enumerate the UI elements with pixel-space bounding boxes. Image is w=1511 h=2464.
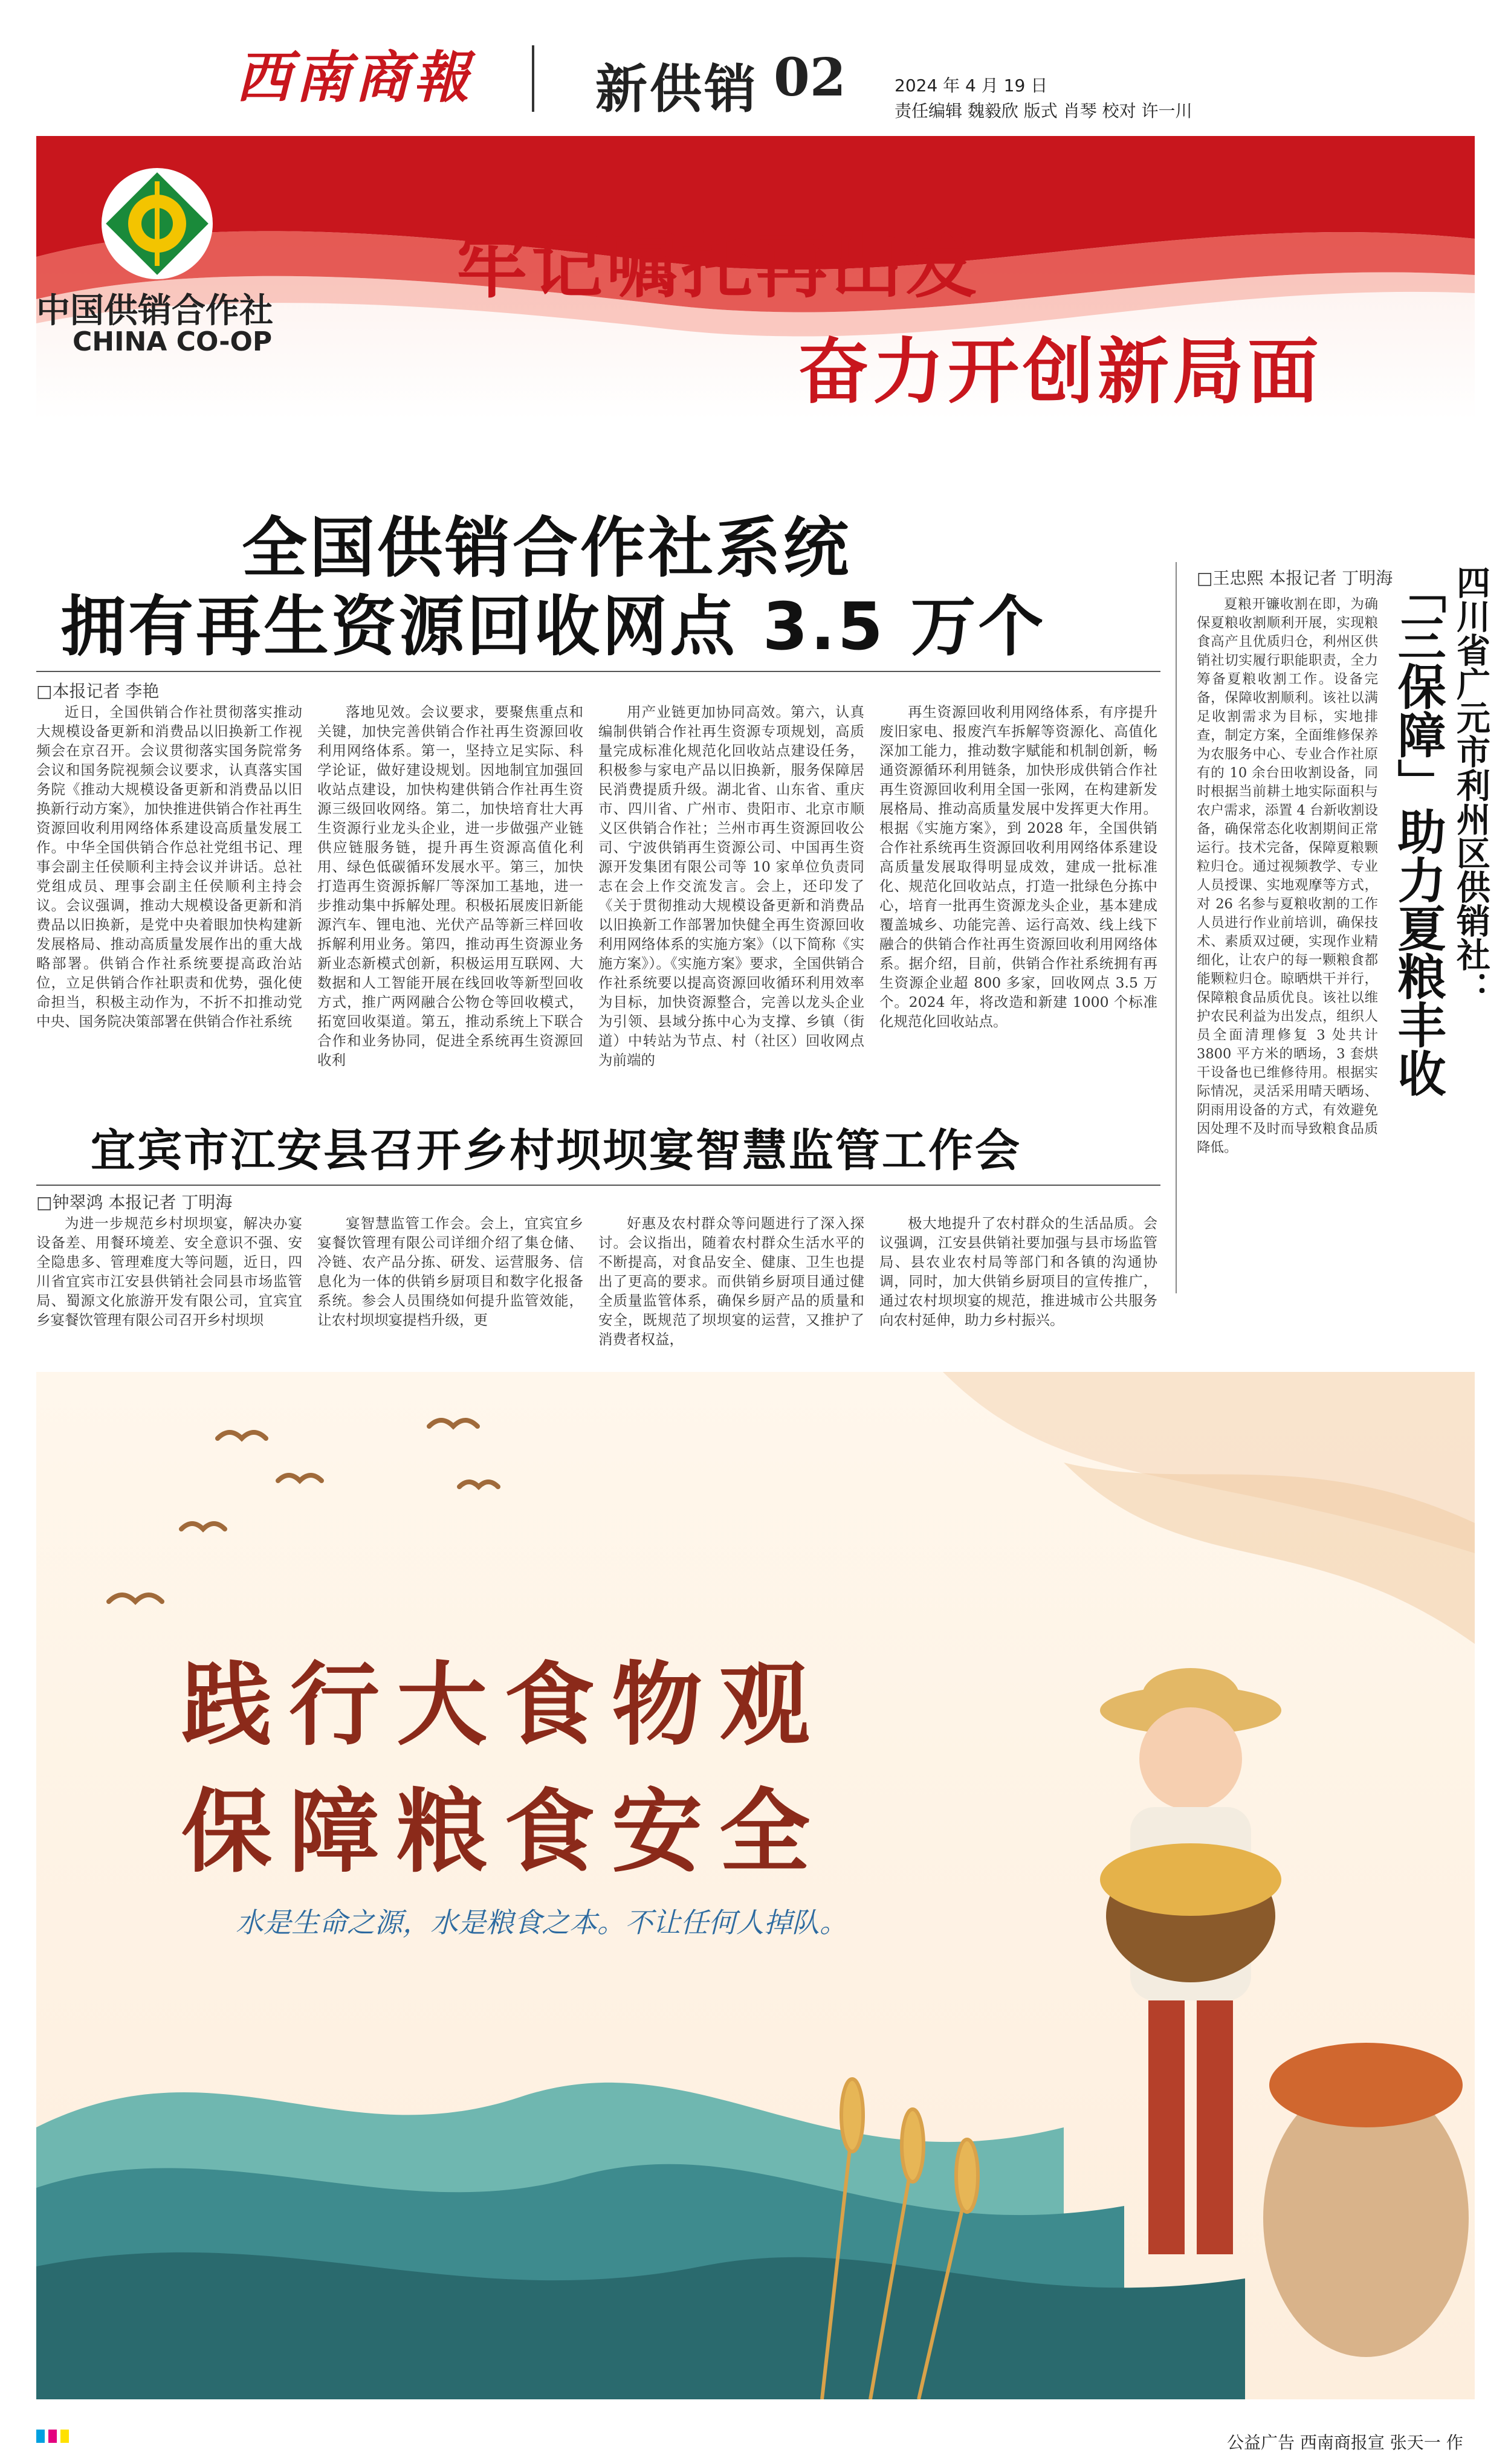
article1-headline-line2: 拥有再生资源回收网点 3.5 万个 [60,589,1046,665]
article3-column1: 为进一步规范乡村坝坝宴，解决办宴设备差、用餐环境差、安全意识不强、安全隐患多、管理难度大等问题，近日，四川省宜宾市江安县供销社会同县市场监管局、蜀源文化旅游开发有限公司，宜宾宜乡宴餐饮管理有限公司召开乡村坝坝 [36,1215,302,1328]
article2-title-line1: 四川省广元市利州区供销社： [1451,565,1490,1005]
color-registration-marks [36,2430,73,2445]
article3-headline: 宜宾市江安县召开乡村坝坝宴智慧监管工作会 [91,1125,1021,1177]
editor-credits: 责任编辑 魏毅欣 版式 肖琴 校对 许一川 [895,101,1192,121]
masthead-divider [532,45,534,112]
article3-column2: 宴智慧监管工作会。会上，宜宾宜乡宴餐饮管理有限公司详细介绍了集仓储、冷链、农产品分拣、研发、运营服务、信息化为一体的供销乡厨项目和数字化报备系统。参会人员围绕如何提升监管效能，让农村坝坝宴提档升级，更 [317,1215,583,1328]
poster-subslogan: 水是生命之源，水是粮食之本。不让任何人掉队。 [236,1906,847,1939]
page-number: 02 [774,47,846,108]
poster-slogan-line1: 践行大食物观 [181,1652,827,1758]
article2-title-line2: 「三保障」助力夏粮丰收 [1390,565,1446,1097]
coop-emblem-icon [97,163,218,284]
article1-headline-line1: 全国供销合作社系统 [242,511,852,586]
poster-slogan-line2: 保障粮食安全 [181,1779,827,1885]
article2-body: 夏粮开镰收割在即，为确保夏粮收割顺利开展，实现粮食高产且优质归仓，利州区供销社切实履行职能职责，全力筹备夏粮收割工作。设备完备，保障收割顺利。该社以满足收割需求为目标，实地排查，制定方案，全面维修保养为农服务中心、专业合作社原有的 10 余台田收割设备，同时根据当前耕土地实际面积与农户需求，添置 4 台新收割设备，确保常态化收割期间正常运行。技术完备，保障夏粮颗粒归仓。通过视频教学、专业人员授课、实地观摩等方式，对 26 名参与夏粮收割的工作人员进行作业前培训，确保技术、素质双过硬，实现作业精细化，让农户的每一颗粮食都能颗粒归仓。晾晒烘干并行，保障粮食品质优良。该社以维护农民利益为出发点，组织人员全面清理修复 3 处共计 3800 平方米的晒场，3 套烘干设备也已维修待用。根据实际情况，灵活采用晴天晒场、阴雨用设备的方式，有效避免因处理不及时而导致粮食品质降低。 [1197,597,1378,1156]
article1-byline: □本报记者 李艳 [36,681,160,701]
banner-slogan-line2: 奋力开创新局面 [798,330,1323,413]
page-section-name: 新供销 [595,59,759,120]
coop-name-en: CHINA CO-OP [73,326,273,357]
article3-rule [36,1185,1160,1186]
newspaper-logo: 西南商報 [236,45,473,110]
issue-date: 2024 年 4 月 19 日 [895,76,1048,95]
article2-divider [1176,562,1177,1293]
article3-byline: □钟翠鸿 本报记者 丁明海 [36,1192,233,1212]
article1-column1: 近日，全国供销合作社贯彻落实推动大规模设备更新和消费品以旧换新工作视频会在京召开。会议贯彻落实国务院常务会议和国务院视频会议要求，认真落实国务院《推动大规模设备更新和消费品以旧换新行动方案》，加快推进供销合作社再生资源回收利用网络体系建设高质量发展工作。中华全国供销合作总社党组书记、理事会副主任侯顺利主持会议并讲话。总社党组成员、理事会副主任侯顺利主持会议。会议强调，推动大规模设备更新和消费品以旧换新，是党中央着眼加快构建新发展格局、推动高质量发展作出的重大战略部署。供销合作社系统要提高政治站位，立足供销合作社职责和优势，强化使命担当，积极主动作为，不折不扣推动党中央、国务院决策部署在供销合作社系统 [36,703,302,1030]
article1-column3: 用产业链更加协同高效。第六，认真编制供销合作社再生资源专项规划，高质量完成标准化规范化回收站点建设任务，积极参与家电产品以旧换新，服务保障居民消费提质升级。湖北省、山东省、重庆市、四川省、广州市、贵阳市、北京市顺义区供销合作社；兰州市再生资源回收公司、宁波供销再生资源公司、中国再生资源开发集团有限公司等 10 家单位负责同志在会上作交流发言。会上，还印发了《关于贯彻推动大规模设备更新和消费品以旧换新工作部署加快健全再生资源回收利用网络体系的实施方案》（以下简称《实施方案》）。《实施方案》要求，全国供销合作社系统要以提高资源回收循环利用效率为目标，加快资源整合，完善以龙头企业为引领、县域分拣中心为支撑、乡镇（街道）中转站为节点、村（社区）回收网点为前端的 [598,703,864,1069]
coop-name-cn: 中国供销合作社 [36,291,273,331]
poster-credit: 公益广告 西南商报宣 张天一 作 [1227,2433,1463,2453]
article1-rule [36,671,1160,672]
article3-column3: 好惠及农村群众等问题进行了深入探讨。会议指出，随着农村群众生活水平的不断提高，对食品安全、健康、卫生也提出了更高的要求。而供销乡厨项目通过健全质量监管体系，确保乡厨产品的质量和安全，既规范了坝坝宴的运营，又推护了消费者权益， [598,1215,864,1348]
article3-column4: 极大地提升了农村群众的生活品质。会议强调，江安县供销社要加强与县市场监管局、县农业农村局等部门和各镇的沟通协调，同时，加大供销乡厨项目的宣传推广，通过农村坝坝宴的规范，推进城市公共服务向农村延伸，助力乡村振兴。 [879,1215,1157,1328]
banner-slogan-line1: 牢记嘱托再出发 [456,224,982,308]
article1-column4: 再生资源回收利用网络体系，有序提升废旧家电、报废汽车拆解等资源化、高值化深加工能力，推动数字赋能和机制创新，畅通资源循环利用链条，加快形成供销合作社再生资源回收利用全国一张网，在构建新发展格局、推动高质量发展中发挥更大作用。根据《实施方案》，到 2028 年，全国供销合作社系统再生资源回收利用网络体系建设高质量发展取得明显成效，建成一批标准化、规范化回收站点，打造一批绿色分拣中心，培育一批再生资源龙头企业，基本建成覆盖城乡、功能完善、运行高效、线上线下融合的供销合作社再生资源回收利用网络体系。据介绍，目前，供销合作社系统拥有再生资源企业超 800 多家，回收网点 3.5 万个。2024 年，将改造和新建 1000 个标准化规范化回收站点。 [879,703,1157,1030]
article1-column2: 落地见效。会议要求，要聚焦重点和关键，加快完善供销合作社再生资源回收利用网络体系。第一，坚持立足实际、科学论证，做好建设规划。因地制宜加强回收站点建设，加快构建供销合作社再生资源三级回收网络。第二，加快培育壮大再生资源行业龙头企业，进一步做强产业链供应链服务链，提升再生资源高值化利用、绿色低碳循环发展水平。第三，加快打造再生资源拆解厂等深加工基地，进一步推动集中拆解处理。积极拓展废旧新能源汽车、锂电池、光伏产品等新三样回收拆解利用业务。第四，推动再生资源业务新业态新模式创新，积极运用互联网、大数据和人工智能开展在线回收等新型回收方式，推广两网融合公物仓等回收模式，拓宽回收渠道。第五，推动系统上下联合合作和业务协同，促进全系统再生资源回收利 [317,703,583,1069]
article2-byline: □王忠熙 本报记者 丁明海 [1197,568,1393,588]
